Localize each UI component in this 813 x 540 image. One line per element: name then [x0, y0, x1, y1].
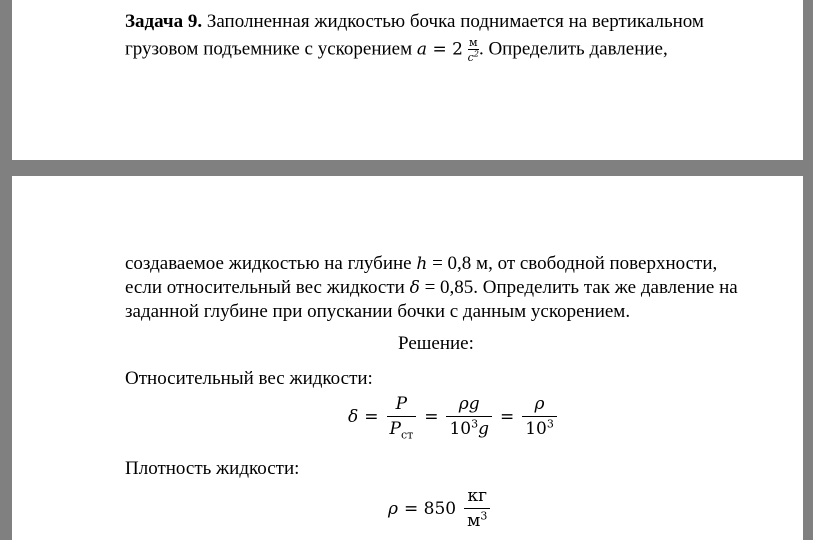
formula1-frac1: [387, 394, 417, 442]
formula1-f3-den-base: 10: [525, 419, 547, 439]
formula1-f1-den: P: [389, 419, 401, 439]
formula1-f3-den-exp: 3: [546, 417, 554, 431]
formula2-unit: [464, 488, 490, 530]
formula1-frac3: [522, 396, 557, 438]
formula2-eq: = 850: [404, 499, 457, 519]
delta-symbol: δ: [409, 278, 420, 298]
accel-unit-den: с: [467, 51, 474, 64]
formula1-eq3: =: [499, 407, 515, 427]
depth-symbol: h: [416, 254, 428, 274]
task-text-2a: грузовом подъемнике с ускорением: [125, 38, 417, 60]
text-line-1a: создаваемое жидкостью на глубине: [125, 253, 417, 274]
formula2-unit-den: м: [467, 511, 481, 531]
text-line-3: заданной глубине при опускании бочки с данным ускорением.: [125, 301, 631, 322]
formula-relative-weight: [348, 394, 559, 442]
task-label: Задача 9.: [125, 11, 203, 32]
accel-symbol: a: [416, 39, 428, 60]
task-text-1: Заполненная жидкостью бочка поднимается на вертикальном: [202, 11, 704, 32]
density-label: Плотность жидкости:: [125, 458, 300, 479]
formula1-frac2: [446, 396, 492, 438]
task-line-1: [125, 10, 704, 34]
formula1-f1-num: P: [387, 396, 417, 417]
accel-unit-exp: 2: [473, 49, 479, 59]
accel-value: = 2: [427, 39, 463, 60]
task-line-2: [125, 37, 668, 63]
formula2-unit-num: кг: [464, 488, 490, 509]
accel-unit: [468, 37, 479, 63]
formula2-lhs: ρ: [388, 499, 398, 519]
formula1-lhs: δ: [348, 407, 359, 427]
task-text-2b: . Определить давление,: [478, 38, 668, 60]
formula1-eq2: =: [424, 407, 439, 427]
formula1-f3-num: ρ: [522, 396, 557, 417]
formula1-f1-den-sub: ст: [400, 428, 414, 442]
rel-weight-label: Относительный вес жидкости:: [125, 368, 373, 389]
text-line-1: [125, 252, 717, 276]
formula1-f2-den-tail: g: [478, 419, 489, 439]
text-line-2a: если относительный вес жидкости: [125, 277, 410, 298]
page-top: [12, 0, 803, 160]
formula2-unit-exp: 3: [480, 509, 488, 523]
formula1-eq1: =: [364, 407, 379, 427]
solution-heading: Решение:: [398, 333, 474, 354]
page-bottom: [12, 176, 803, 540]
text-line-2b: = 0,85. Определить так же давление на: [419, 277, 738, 298]
accel-unit-num: м: [469, 36, 478, 49]
formula-density: [388, 488, 492, 530]
text-line-1b: = 0,8 м, от свободной поверхности,: [427, 253, 718, 274]
formula1-f2-num: ρg: [446, 396, 492, 417]
text-line-2: [125, 276, 738, 300]
formula1-f2-den-exp: 3: [471, 417, 479, 431]
formula1-f2-den-base: 10: [449, 419, 472, 439]
